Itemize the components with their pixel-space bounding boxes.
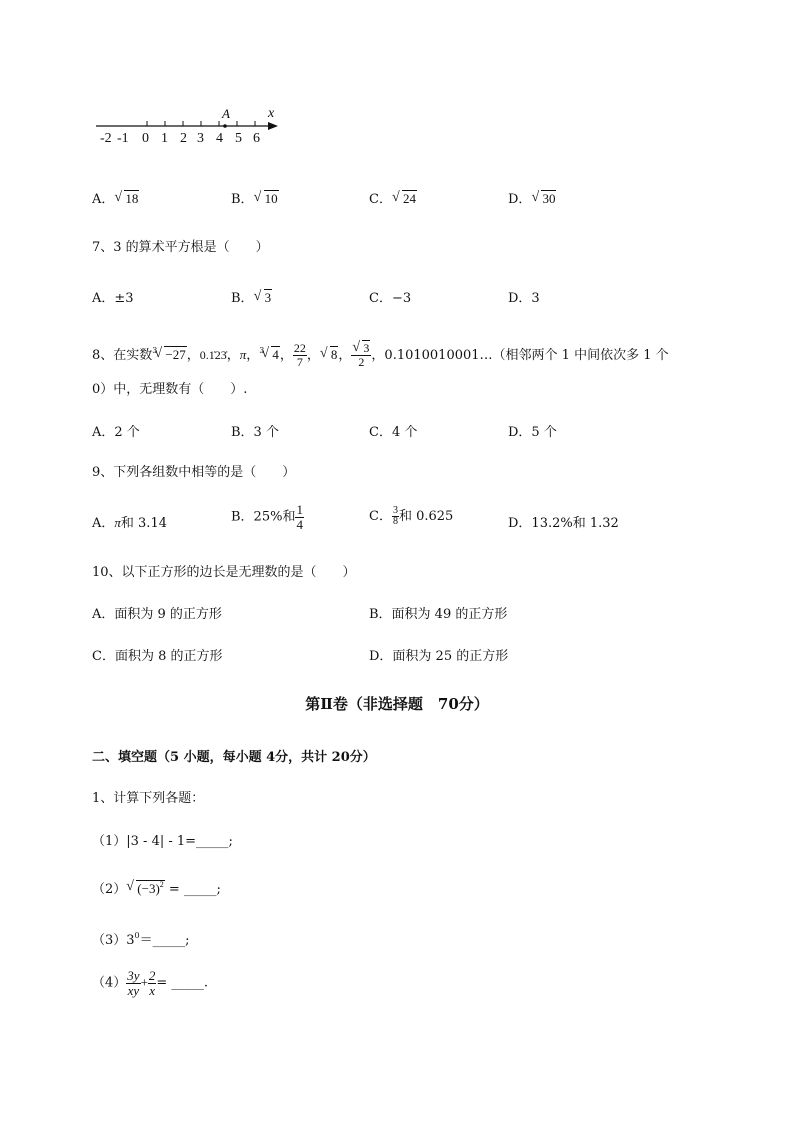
cube-root-index: 3	[152, 346, 158, 355]
pi-symbol: π	[114, 515, 121, 530]
fill1-part4	[92, 969, 208, 997]
part-label: （4）	[92, 975, 127, 991]
exponent: 2	[159, 880, 164, 889]
exponent: 0	[134, 931, 140, 940]
q9-option-c[interactable]	[369, 505, 453, 528]
section2-title: 二、填空题（5 小题，每小题 4分，共计 20分）	[92, 750, 376, 765]
numerator: 3y	[127, 968, 140, 983]
denominator: x	[149, 982, 156, 998]
radicand: (−3)	[137, 881, 160, 896]
cube-root-index: 3	[259, 346, 265, 355]
q8-option-a[interactable]: A．2 个	[92, 425, 140, 440]
part-rest: ＝_____;	[139, 933, 190, 948]
denominator: xy	[127, 982, 140, 998]
fraction	[293, 342, 307, 368]
point-a	[223, 124, 227, 128]
q8-tail: ，0.1010010001…（相邻两个 1 中间依次多 1 个	[371, 348, 669, 363]
repeating-decimal: 0.1̇23̇	[199, 348, 227, 362]
q8-stem-line2: 0）中，无理数有（ ）.	[92, 382, 248, 397]
q8-option-d[interactable]: D．5 个	[508, 425, 557, 440]
q6-option-d[interactable]	[508, 188, 556, 207]
q7-option-c[interactable]: C．−3	[369, 291, 412, 306]
q6-option-b[interactable]	[231, 188, 279, 207]
numerator: 1	[296, 502, 303, 517]
fraction	[126, 969, 140, 997]
q7-option-b[interactable]	[231, 287, 272, 306]
option-text: 和 3.14	[120, 516, 167, 531]
numerator: 2	[148, 968, 156, 983]
fill1-stem: 1、计算下列各题：	[92, 791, 205, 806]
tick-label: 0	[142, 131, 149, 146]
option-label: B．25%和	[231, 509, 296, 525]
axis-x-label: x	[268, 106, 275, 121]
tick-label: 4	[216, 131, 223, 146]
denominator: 2	[358, 355, 365, 369]
fraction	[295, 503, 304, 531]
fraction	[351, 342, 371, 368]
part2-title: 第Ⅱ卷（非选择题 70分）	[305, 695, 489, 713]
part-rest: = _____;	[164, 882, 221, 897]
option-label: C．	[369, 509, 392, 524]
denominator: 4	[296, 516, 303, 532]
radicand: 24	[402, 191, 416, 206]
option-label: B．	[231, 192, 254, 207]
q10-option-a[interactable]: A．面积为 9 的正方形	[92, 607, 222, 622]
fill1-part2	[92, 878, 221, 897]
radicand: 8	[330, 347, 338, 362]
radicand: 10	[264, 191, 278, 206]
tick-label: 2	[180, 131, 187, 146]
part-label: （2）	[92, 882, 127, 897]
option-label: A．	[92, 516, 115, 531]
q8-stem: 8、在实数$^3$√ −27，0.1̇23̇，π，$^3$√ 4， $\frac{22}{7}$ ，√ 8， √ $\frac{3}{2}$ ，0.1010010001…（相邻两个 1 中间依次多 1 个	[92, 336, 669, 371]
numerator: 3	[392, 504, 398, 516]
q7-stem: 7、3 的算术平方根是（ ）	[92, 240, 269, 255]
q6-option-a[interactable]	[92, 188, 139, 207]
part-rest: = _____.	[156, 975, 209, 991]
q8-option-b[interactable]: B．3 个	[231, 425, 279, 440]
q10-option-b[interactable]: B．面积为 49 的正方形	[369, 607, 508, 622]
q9-option-b[interactable]	[231, 503, 304, 531]
radicand: −27	[165, 347, 186, 362]
option-label: A．	[92, 192, 115, 207]
option-label: B．	[231, 291, 254, 306]
fill1-part1: （1）|3 - 4| - 1=_____;	[92, 834, 233, 849]
q9-option-a[interactable]	[92, 512, 167, 531]
denominator: 7	[296, 355, 303, 369]
tick-label: 3	[197, 131, 204, 146]
fraction	[392, 506, 399, 528]
radicand: 3	[363, 341, 370, 356]
q6-option-c[interactable]	[369, 188, 417, 207]
q9-option-d[interactable]: D．13.2%和 1.32	[508, 516, 619, 531]
denominator: 8	[392, 516, 398, 527]
option-text: 和 0.625	[398, 509, 454, 524]
tick-label: 5	[235, 131, 242, 146]
point-a-label: A	[222, 106, 230, 121]
q7-option-d[interactable]: D．3	[508, 291, 540, 306]
q10-option-c[interactable]: C．面积为 8 的正方形	[92, 649, 223, 664]
radicand: 4	[272, 347, 279, 362]
tick-label: -1	[117, 131, 129, 146]
tick-label: 1	[161, 131, 168, 146]
fill1-part3	[92, 929, 190, 948]
q7-option-a[interactable]: A．±3	[92, 291, 134, 306]
numerator: 22	[293, 341, 306, 356]
tick-label: 6	[253, 131, 260, 146]
radicand: 18	[125, 191, 139, 206]
plus-sign: +	[140, 974, 148, 990]
q10-stem: 10、以下正方形的边长是无理数的是（ ）	[92, 565, 356, 580]
option-label: D．	[508, 192, 532, 207]
q8-prefix: 8、在实数	[92, 348, 153, 363]
pi-symbol: π	[239, 347, 247, 362]
tick-label: -2	[100, 131, 112, 146]
part-label: （3）3	[92, 933, 135, 948]
q8-option-c[interactable]: C．4 个	[369, 425, 418, 440]
q10-option-d[interactable]: D．面积为 25 的正方形	[369, 649, 509, 664]
option-label: C．	[369, 192, 392, 207]
q9-stem: 9、下列各组数中相等的是（ ）	[92, 465, 296, 480]
radicand: 30	[542, 191, 556, 206]
radicand: 3	[264, 290, 272, 305]
